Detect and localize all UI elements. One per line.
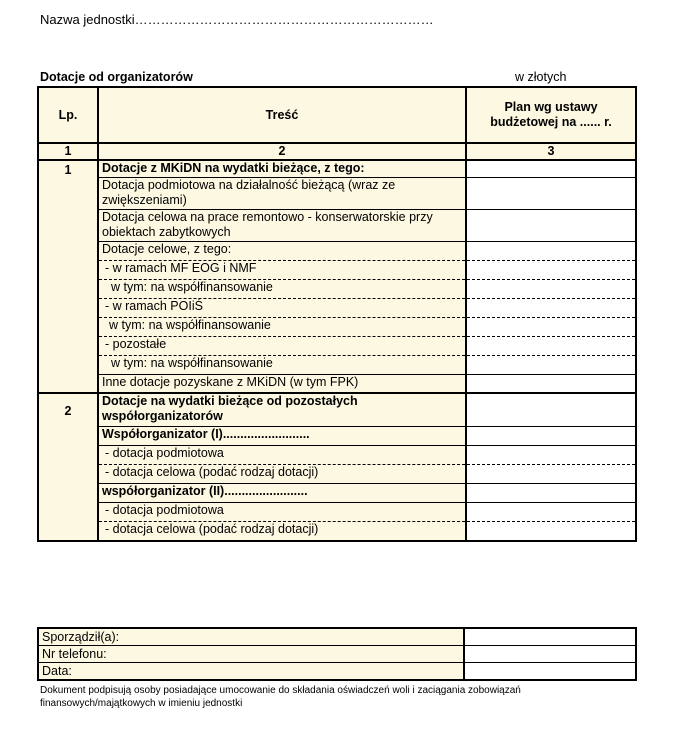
row-label: - dotacja celowa (podać rodzaj dotacji) <box>98 465 466 484</box>
header-lp: Lp. <box>38 87 98 143</box>
value-cell[interactable] <box>466 375 636 394</box>
table-row <box>38 242 636 261</box>
value-cell[interactable] <box>466 393 636 427</box>
column-number-3: 3 <box>466 143 636 160</box>
value-cell[interactable] <box>466 242 636 261</box>
row-label: - dotacja podmiotowa <box>98 503 466 522</box>
table-row <box>38 522 636 542</box>
table-row <box>38 337 636 356</box>
row-label: Dotacja podmiotowa na działalność bieżącą (wraz ze zwiększeniami) <box>98 178 466 210</box>
table-row <box>38 393 636 427</box>
row-label: Dotacja celowa na prace remontowo - konserwatorskie przy obiektach zabytkowych <box>98 210 466 242</box>
row-label: w tym: na współfinansowanie <box>98 318 466 337</box>
column-number-1: 1 <box>38 143 98 160</box>
signature-table <box>37 627 637 681</box>
value-cell[interactable] <box>466 178 636 210</box>
table-row <box>38 280 636 299</box>
table-row <box>38 178 636 210</box>
value-cell[interactable] <box>466 280 636 299</box>
date-field[interactable] <box>464 663 636 681</box>
section1-title: Dotacje z MKiDN na wydatki bieżące, z tego: <box>98 160 466 178</box>
prepared-by-field[interactable] <box>464 628 636 646</box>
header-tresc: Treść <box>98 87 466 143</box>
value-cell[interactable] <box>466 299 636 318</box>
value-cell[interactable] <box>466 446 636 465</box>
value-cell[interactable] <box>466 427 636 446</box>
phone-label: Nr telefonu: <box>38 646 464 663</box>
table-row <box>38 446 636 465</box>
prepared-by-label: Sporządził(a): <box>38 628 464 646</box>
row-label: - pozostałe <box>98 337 466 356</box>
value-cell[interactable] <box>466 484 636 503</box>
table-row <box>38 375 636 394</box>
column-numbers-row <box>38 143 636 160</box>
value-cell[interactable] <box>466 465 636 484</box>
value-cell[interactable] <box>466 261 636 280</box>
section1-lp: 1 <box>38 160 98 393</box>
column-number-2: 2 <box>98 143 466 160</box>
table-row <box>38 503 636 522</box>
table-header-row <box>38 87 636 143</box>
row-label: - dotacja celowa (podać rodzaj dotacji) <box>98 522 466 542</box>
row-label: - w ramach MF EOG i NMF <box>98 261 466 280</box>
signature-row <box>38 663 636 681</box>
signature-row <box>38 628 636 646</box>
value-cell[interactable] <box>466 356 636 375</box>
section2-lp: 2 <box>38 393 98 541</box>
header-plan: Plan wg ustawy budżetowej na ...... r. <box>466 87 636 143</box>
table-row <box>38 484 636 503</box>
value-cell[interactable] <box>466 503 636 522</box>
unit-name-line: Nazwa jednostki…………………………………………………………… <box>40 12 434 27</box>
row-label: w tym: na współfinansowanie <box>98 356 466 375</box>
value-cell[interactable] <box>466 522 636 542</box>
value-cell[interactable] <box>466 318 636 337</box>
row-label: Dotacje celowe, z tego: <box>98 242 466 261</box>
row-label: Inne dotacje pozyskane z MKiDN (w tym FPK) <box>98 375 466 394</box>
section-title: Dotacje od organizatorów <box>40 70 193 84</box>
table-row <box>38 210 636 242</box>
co-organizer-2: współorganizator (II)........................ <box>98 484 466 503</box>
phone-field[interactable] <box>464 646 636 663</box>
table-row <box>38 299 636 318</box>
value-cell[interactable] <box>466 210 636 242</box>
row-label: - dotacja podmiotowa <box>98 446 466 465</box>
table-row <box>38 356 636 375</box>
section2-title: Dotacje na wydatki bieżące od pozostałych współorganizatorów <box>98 393 466 427</box>
table-row <box>38 160 636 178</box>
value-cell[interactable] <box>466 337 636 356</box>
signature-row <box>38 646 636 663</box>
row-label: - w ramach POIiŚ <box>98 299 466 318</box>
subsidies-table <box>37 86 637 542</box>
table-row <box>38 318 636 337</box>
row-label: w tym: na współfinansowanie <box>98 280 466 299</box>
co-organizer-1: Współorganizator (I)......................... <box>98 427 466 446</box>
table-row <box>38 427 636 446</box>
table-row <box>38 465 636 484</box>
value-cell[interactable] <box>466 160 636 178</box>
table-row <box>38 261 636 280</box>
currency-unit-note: w złotych <box>515 70 567 84</box>
date-label: Data: <box>38 663 464 681</box>
footnote: Dokument podpisują osoby posiadające umocowanie do składania oświadczeń woli i zaciągania zobowiązań finansowych/majątkowych w imieniu jednostki <box>40 685 521 709</box>
